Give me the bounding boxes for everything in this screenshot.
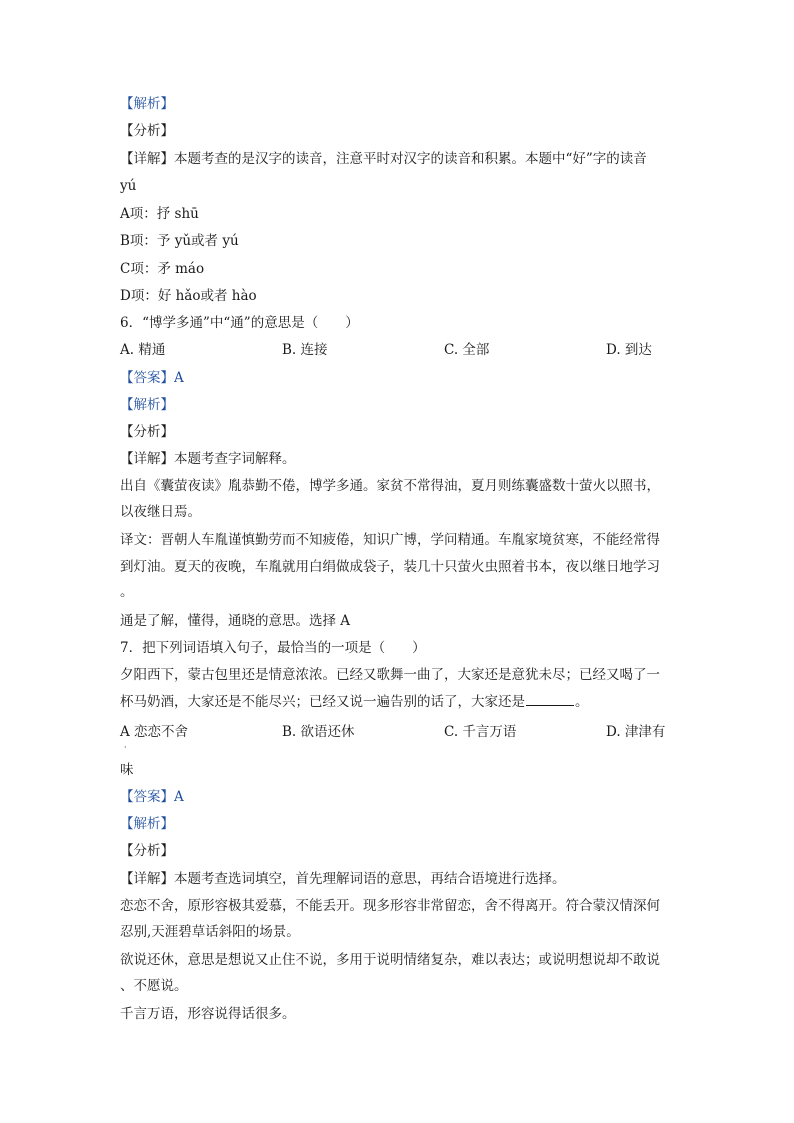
q7-jiexi-tag: 【解析】: [120, 816, 174, 832]
q7-option-dot: ·: [124, 743, 127, 752]
q5-item-a: A项：抒 shū: [120, 206, 199, 222]
q7-option-a: A 恋恋不舍: [120, 724, 189, 740]
q5-fenxi-tag: 【分析】: [120, 123, 174, 139]
q6-translation-line3: 。: [120, 584, 134, 600]
q5-jiexi-tag: 【解析】: [120, 96, 174, 112]
q7-explain1-line1: 恋恋不舍，原形容极其爱慕，不能丢开。现多形容非常留恋，舍不得离开。符合蒙汉情深何: [120, 898, 660, 914]
q7-passage-text: 杯马奶酒，大家还是不能尽兴；已经又说一遍告别的话了，大家还是: [120, 694, 525, 710]
q7-explain3: 千言万语，形容说得话很多。: [120, 1006, 296, 1022]
q6-stem: 6．“博学多通”中“通”的意思是（ ）: [120, 315, 359, 331]
q7-passage-end: 。: [575, 694, 589, 710]
q7-option-b: B. 欲语还休: [282, 724, 355, 740]
q7-explain1-line2: 忍别,天涯碧草话斜阳的场景。: [120, 924, 300, 940]
q6-option-c: C. 全部: [444, 342, 490, 358]
q7-xiangjie: 【详解】本题考查选词填空，首先理解词语的意思，再结合语境进行选择。: [120, 871, 566, 887]
q6-option-a: A. 精通: [120, 342, 166, 358]
q5-pinyin: yú: [120, 178, 137, 194]
q5-item-c: C项：矛 máo: [120, 261, 205, 277]
q6-translation-line2: 到灯油。夏天的夜晚，车胤就用白绢做成袋子，装几十只萤火虫照着书本，夜以继日地学习: [120, 559, 660, 575]
q5-xiangjie: 【详解】本题考查的是汉字的读音，注意平时对汉字的读音和积累。本题中“好”字的读音: [120, 151, 647, 167]
q7-fenxi-tag: 【分析】: [120, 843, 174, 859]
q7-option-c: C. 千言万语: [444, 724, 517, 740]
q5-item-b: B项：予 yǔ或者 yú: [120, 233, 239, 249]
q6-jiexi-tag: 【解析】: [120, 397, 174, 413]
q6-conclusion: 通是了解，懂得，通晓的意思。选择 A: [120, 613, 351, 629]
q7-option-d-wrap: 味: [120, 762, 134, 778]
q6-source-line2: 以夜继日焉。: [120, 504, 201, 520]
q6-xiangjie: 【详解】本题考查字词解释。: [120, 451, 296, 467]
q7-explain2-line2: 、不愿说。: [120, 978, 188, 994]
q6-fenxi-tag: 【分析】: [120, 424, 174, 440]
q6-source-line1: 出自《囊萤夜读》胤恭勤不倦，博学多通。家贫不常得油，夏月则练囊盛数十萤火以照书，: [120, 478, 660, 494]
q6-option-d: D. 到达: [606, 342, 652, 358]
q7-passage-line1: 夕阳西下，蒙古包里还是情意浓浓。已经又歌舞一曲了，大家还是意犹未尽；已经又喝了一: [120, 667, 660, 683]
q7-passage-line2: [120, 692, 680, 712]
q6-answer: 【答案】A: [120, 370, 184, 386]
q7-explain2-line1: 欲说还休，意思是想说又止住不说，多用于说明情绪复杂，难以表达；或说明想说却不敢说: [120, 952, 660, 968]
q6-option-b: B. 连接: [282, 342, 328, 358]
q7-fill-blank: [526, 693, 574, 706]
q5-item-d: D项：好 hǎo或者 hào: [120, 288, 257, 304]
q7-answer: 【答案】A: [120, 789, 184, 805]
q6-translation-line1: 译文：晋朝人车胤谨慎勤劳而不知疲倦，知识广博，学问精通。车胤家境贫寒，不能经常得: [120, 532, 660, 548]
q7-stem: 7．把下列词语填入句子，最恰当的一项是（ ）: [120, 640, 426, 656]
q7-option-d: D. 津津有: [606, 724, 666, 740]
